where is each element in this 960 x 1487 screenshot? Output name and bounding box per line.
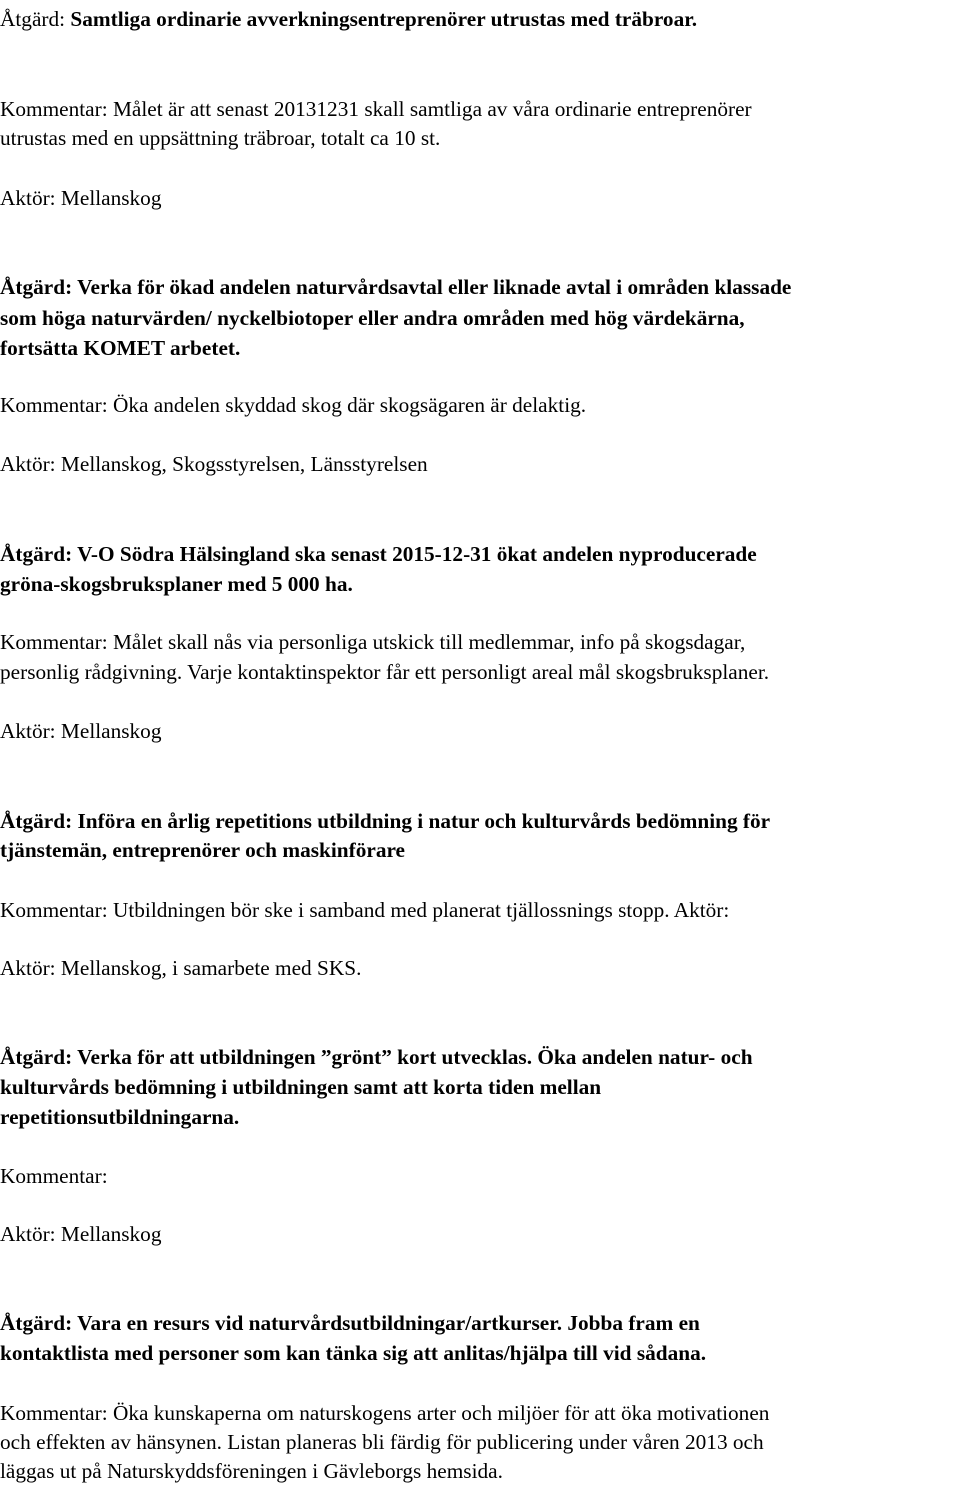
atgard-3-line-2: gröna-skogsbruksplaner med 5 000 ha. (0, 572, 353, 596)
atgard-4-line-1: Åtgärd: Införa en årlig repetitions utbildning i natur och kulturvårds bedömning för (0, 809, 771, 833)
atgard-label: Åtgärd: (0, 7, 66, 31)
atgard-5-line-3: repetitionsutbildningarna. (0, 1105, 240, 1129)
kommentar-6-line-3: läggas ut på Naturskyddsföreningen i Gävleborgs hemsida. (0, 1459, 503, 1483)
atgard-5-line-1: Åtgärd: Verka för att utbildningen ”grönt” kort utvecklas. Öka andelen natur- och (0, 1045, 753, 1069)
aktor-3: Aktör: Mellanskog (0, 719, 162, 743)
atgard-6-line-1: Åtgärd: Vara en resurs vid naturvårdsutbildningar/artkurser. Jobba fram en (0, 1311, 700, 1335)
atgard-2-line-1: Åtgärd: Verka för ökad andelen naturvårdsavtal eller liknade avtal i områden klassade (0, 275, 792, 299)
atgard-2-line-2: som höga naturvärden/ nyckelbiotoper eller andra områden med hög värdekärna, (0, 306, 745, 330)
aktor-4: Aktör: Mellanskog, i samarbete med SKS. (0, 956, 362, 980)
atgard-2-line-3: fortsätta KOMET arbetet. (0, 336, 241, 360)
atgard-6-line-2: kontaktlista med personer som kan tänka sig att anlitas/hjälpa till vid sådana. (0, 1341, 707, 1365)
kommentar-1-line-1: Kommentar: Målet är att senast 20131231 skall samtliga av våra ordinarie entreprenörer (0, 97, 752, 121)
atgard-5-line-2: kulturvårds bedömning i utbildningen samt att korta tiden mellan (0, 1075, 602, 1099)
atgard-4-line-2: tjänstemän, entreprenörer och maskinförare (0, 838, 405, 862)
kommentar-3-line-1: Kommentar: Målet skall nås via personliga utskick till medlemmar, info på skogsdagar, (0, 630, 746, 654)
aktor-1: Aktör: Mellanskog (0, 186, 162, 210)
kommentar-6-line-2: och effekten av hänsynen. Listan planeras bli färdig för publicering under våren 2013 och (0, 1430, 764, 1454)
atgard-heading-1 (0, 4, 697, 34)
aktor-5: Aktör: Mellanskog (0, 1222, 162, 1246)
kommentar-1-line-2: utrustas med en uppsättning träbroar, totalt ca 10 st. (0, 126, 441, 150)
aktor-2: Aktör: Mellanskog, Skogsstyrelsen, Länsstyrelsen (0, 452, 428, 476)
atgard-text: Samtliga ordinarie avverkningsentreprenörer utrustas med träbroar. (70, 7, 698, 31)
kommentar-2-line-1: Kommentar: Öka andelen skyddad skog där skogsägaren är delaktig. (0, 393, 587, 417)
atgard-3-line-1: Åtgärd: V-O Södra Hälsingland ska senast 2015-12-31 ökat andelen nyproducerade (0, 542, 757, 566)
kommentar-3-line-2: personlig rådgivning. Varje kontaktinspektor får ett personligt areal mål skogsbruksplaner. (0, 660, 770, 684)
kommentar-5-line-1: Kommentar: (0, 1164, 108, 1188)
kommentar-6-line-1: Kommentar: Öka kunskaperna om naturskogens arter och miljöer för att öka motivationen (0, 1401, 770, 1425)
kommentar-4-line-1: Kommentar: Utbildningen bör ske i samband med planerat tjällossnings stopp. Aktör: (0, 898, 730, 922)
